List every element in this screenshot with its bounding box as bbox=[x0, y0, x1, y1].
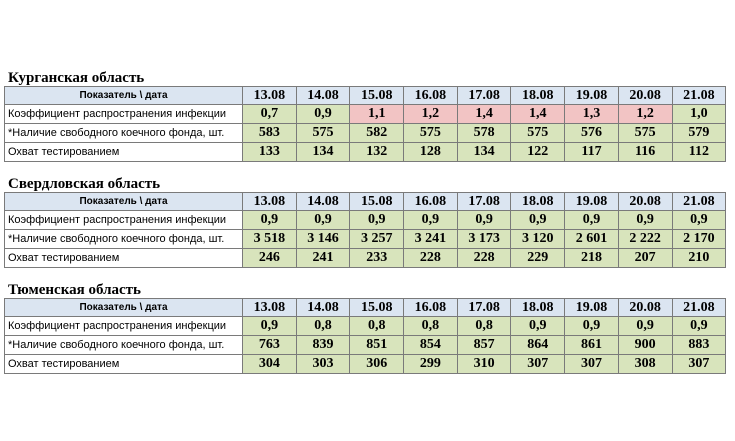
date-header-cell: 14.08 bbox=[296, 193, 350, 211]
header-label-cell: Показатель \ дата bbox=[5, 87, 243, 105]
table-row-free-beds bbox=[5, 336, 726, 355]
value-cell: 1,2 bbox=[404, 105, 458, 124]
value-cell: 583 bbox=[243, 124, 297, 143]
value-cell: 246 bbox=[243, 249, 297, 268]
region-block bbox=[4, 176, 726, 268]
date-header-cell: 15.08 bbox=[350, 299, 404, 317]
value-cell: 0,9 bbox=[296, 105, 350, 124]
region-block bbox=[4, 70, 726, 162]
table-row-free-beds bbox=[5, 124, 726, 143]
row-label-cell: *Наличие свободного коечного фонда, шт. bbox=[5, 336, 243, 355]
value-cell: 306 bbox=[350, 355, 404, 374]
value-cell: 0,9 bbox=[618, 211, 672, 230]
value-cell: 3 241 bbox=[404, 230, 458, 249]
value-cell: 864 bbox=[511, 336, 565, 355]
value-cell: 207 bbox=[618, 249, 672, 268]
value-cell: 0,9 bbox=[672, 317, 726, 336]
value-cell: 3 120 bbox=[511, 230, 565, 249]
date-header-cell: 15.08 bbox=[350, 87, 404, 105]
value-cell: 307 bbox=[511, 355, 565, 374]
date-header-cell: 13.08 bbox=[243, 87, 297, 105]
value-cell: 0,9 bbox=[243, 317, 297, 336]
header-label-cell: Показатель \ дата bbox=[5, 299, 243, 317]
value-cell: 117 bbox=[565, 143, 619, 162]
value-cell: 582 bbox=[350, 124, 404, 143]
value-cell: 132 bbox=[350, 143, 404, 162]
row-label-cell: Коэффициент распространения инфекции bbox=[5, 211, 243, 230]
row-label-cell: Коэффициент распространения инфекции bbox=[5, 317, 243, 336]
date-header-cell: 16.08 bbox=[404, 87, 458, 105]
value-cell: 2 601 bbox=[565, 230, 619, 249]
value-cell: 900 bbox=[618, 336, 672, 355]
date-header-cell: 15.08 bbox=[350, 193, 404, 211]
value-cell: 307 bbox=[565, 355, 619, 374]
row-label-cell: *Наличие свободного коечного фонда, шт. bbox=[5, 124, 243, 143]
value-cell: 0,9 bbox=[565, 317, 619, 336]
value-cell: 0,9 bbox=[243, 211, 297, 230]
table-header-row bbox=[5, 87, 726, 105]
table-row-testing-coverage bbox=[5, 355, 726, 374]
value-cell: 308 bbox=[618, 355, 672, 374]
date-header-cell: 17.08 bbox=[457, 193, 511, 211]
value-cell: 0,9 bbox=[350, 211, 404, 230]
date-header-cell: 17.08 bbox=[457, 299, 511, 317]
value-cell: 133 bbox=[243, 143, 297, 162]
value-cell: 0,9 bbox=[296, 211, 350, 230]
value-cell: 763 bbox=[243, 336, 297, 355]
value-cell: 0,8 bbox=[350, 317, 404, 336]
date-header-cell: 20.08 bbox=[618, 299, 672, 317]
value-cell: 0,9 bbox=[457, 211, 511, 230]
value-cell: 116 bbox=[618, 143, 672, 162]
value-cell: 218 bbox=[565, 249, 619, 268]
value-cell: 299 bbox=[404, 355, 458, 374]
value-cell: 0,8 bbox=[457, 317, 511, 336]
value-cell: 1,3 bbox=[565, 105, 619, 124]
value-cell: 576 bbox=[565, 124, 619, 143]
value-cell: 128 bbox=[404, 143, 458, 162]
region-title: Тюменская область bbox=[8, 282, 141, 298]
table-header-row bbox=[5, 193, 726, 211]
table-row-infection-rate bbox=[5, 211, 726, 230]
date-header-cell: 13.08 bbox=[243, 193, 297, 211]
date-header-cell: 16.08 bbox=[404, 299, 458, 317]
date-header-cell: 19.08 bbox=[565, 193, 619, 211]
value-cell: 851 bbox=[350, 336, 404, 355]
table-row-infection-rate bbox=[5, 317, 726, 336]
value-cell: 0,9 bbox=[511, 211, 565, 230]
value-cell: 210 bbox=[672, 249, 726, 268]
value-cell: 579 bbox=[672, 124, 726, 143]
region-table bbox=[4, 298, 726, 374]
value-cell: 575 bbox=[404, 124, 458, 143]
header-label-cell: Показатель \ дата bbox=[5, 193, 243, 211]
date-header-cell: 19.08 bbox=[565, 87, 619, 105]
value-cell: 839 bbox=[296, 336, 350, 355]
value-cell: 857 bbox=[457, 336, 511, 355]
value-cell: 575 bbox=[511, 124, 565, 143]
value-cell: 861 bbox=[565, 336, 619, 355]
value-cell: 0,8 bbox=[404, 317, 458, 336]
value-cell: 0,9 bbox=[511, 317, 565, 336]
region-title: Курганская область bbox=[8, 70, 145, 86]
value-cell: 0,9 bbox=[618, 317, 672, 336]
value-cell: 0,9 bbox=[565, 211, 619, 230]
date-header-cell: 21.08 bbox=[672, 193, 726, 211]
value-cell: 229 bbox=[511, 249, 565, 268]
region-title: Свердловская область bbox=[8, 176, 161, 192]
value-cell: 1,1 bbox=[350, 105, 404, 124]
date-header-cell: 14.08 bbox=[296, 87, 350, 105]
value-cell: 1,4 bbox=[457, 105, 511, 124]
date-header-cell: 18.08 bbox=[511, 299, 565, 317]
row-label-cell: Охват тестированием bbox=[5, 355, 243, 374]
date-header-cell: 19.08 bbox=[565, 299, 619, 317]
date-header-cell: 21.08 bbox=[672, 299, 726, 317]
value-cell: 1,2 bbox=[618, 105, 672, 124]
value-cell: 112 bbox=[672, 143, 726, 162]
value-cell: 0,9 bbox=[404, 211, 458, 230]
value-cell: 134 bbox=[457, 143, 511, 162]
value-cell: 134 bbox=[296, 143, 350, 162]
value-cell: 1,4 bbox=[511, 105, 565, 124]
row-label-cell: Охват тестированием bbox=[5, 143, 243, 162]
value-cell: 3 518 bbox=[243, 230, 297, 249]
date-header-cell: 20.08 bbox=[618, 87, 672, 105]
date-header-cell: 18.08 bbox=[511, 87, 565, 105]
date-header-cell: 20.08 bbox=[618, 193, 672, 211]
value-cell: 0,7 bbox=[243, 105, 297, 124]
table-header-row bbox=[5, 299, 726, 317]
date-header-cell: 16.08 bbox=[404, 193, 458, 211]
region-block bbox=[4, 282, 726, 374]
row-label-cell: Коэффициент распространения инфекции bbox=[5, 105, 243, 124]
value-cell: 228 bbox=[457, 249, 511, 268]
value-cell: 578 bbox=[457, 124, 511, 143]
value-cell: 2 222 bbox=[618, 230, 672, 249]
value-cell: 233 bbox=[350, 249, 404, 268]
value-cell: 241 bbox=[296, 249, 350, 268]
value-cell: 854 bbox=[404, 336, 458, 355]
value-cell: 1,0 bbox=[672, 105, 726, 124]
value-cell: 3 173 bbox=[457, 230, 511, 249]
value-cell: 2 170 bbox=[672, 230, 726, 249]
region-table bbox=[4, 192, 726, 268]
date-header-cell: 13.08 bbox=[243, 299, 297, 317]
value-cell: 0,9 bbox=[672, 211, 726, 230]
value-cell: 307 bbox=[672, 355, 726, 374]
region-table bbox=[4, 86, 726, 162]
date-header-cell: 17.08 bbox=[457, 87, 511, 105]
value-cell: 3 257 bbox=[350, 230, 404, 249]
value-cell: 575 bbox=[296, 124, 350, 143]
table-row-free-beds bbox=[5, 230, 726, 249]
value-cell: 122 bbox=[511, 143, 565, 162]
date-header-cell: 18.08 bbox=[511, 193, 565, 211]
row-label-cell: *Наличие свободного коечного фонда, шт. bbox=[5, 230, 243, 249]
value-cell: 0,8 bbox=[296, 317, 350, 336]
date-header-cell: 21.08 bbox=[672, 87, 726, 105]
value-cell: 304 bbox=[243, 355, 297, 374]
date-header-cell: 14.08 bbox=[296, 299, 350, 317]
row-label-cell: Охват тестированием bbox=[5, 249, 243, 268]
table-row-testing-coverage bbox=[5, 143, 726, 162]
value-cell: 883 bbox=[672, 336, 726, 355]
table-row-infection-rate bbox=[5, 105, 726, 124]
value-cell: 228 bbox=[404, 249, 458, 268]
table-row-testing-coverage bbox=[5, 249, 726, 268]
value-cell: 575 bbox=[618, 124, 672, 143]
value-cell: 310 bbox=[457, 355, 511, 374]
value-cell: 303 bbox=[296, 355, 350, 374]
value-cell: 3 146 bbox=[296, 230, 350, 249]
